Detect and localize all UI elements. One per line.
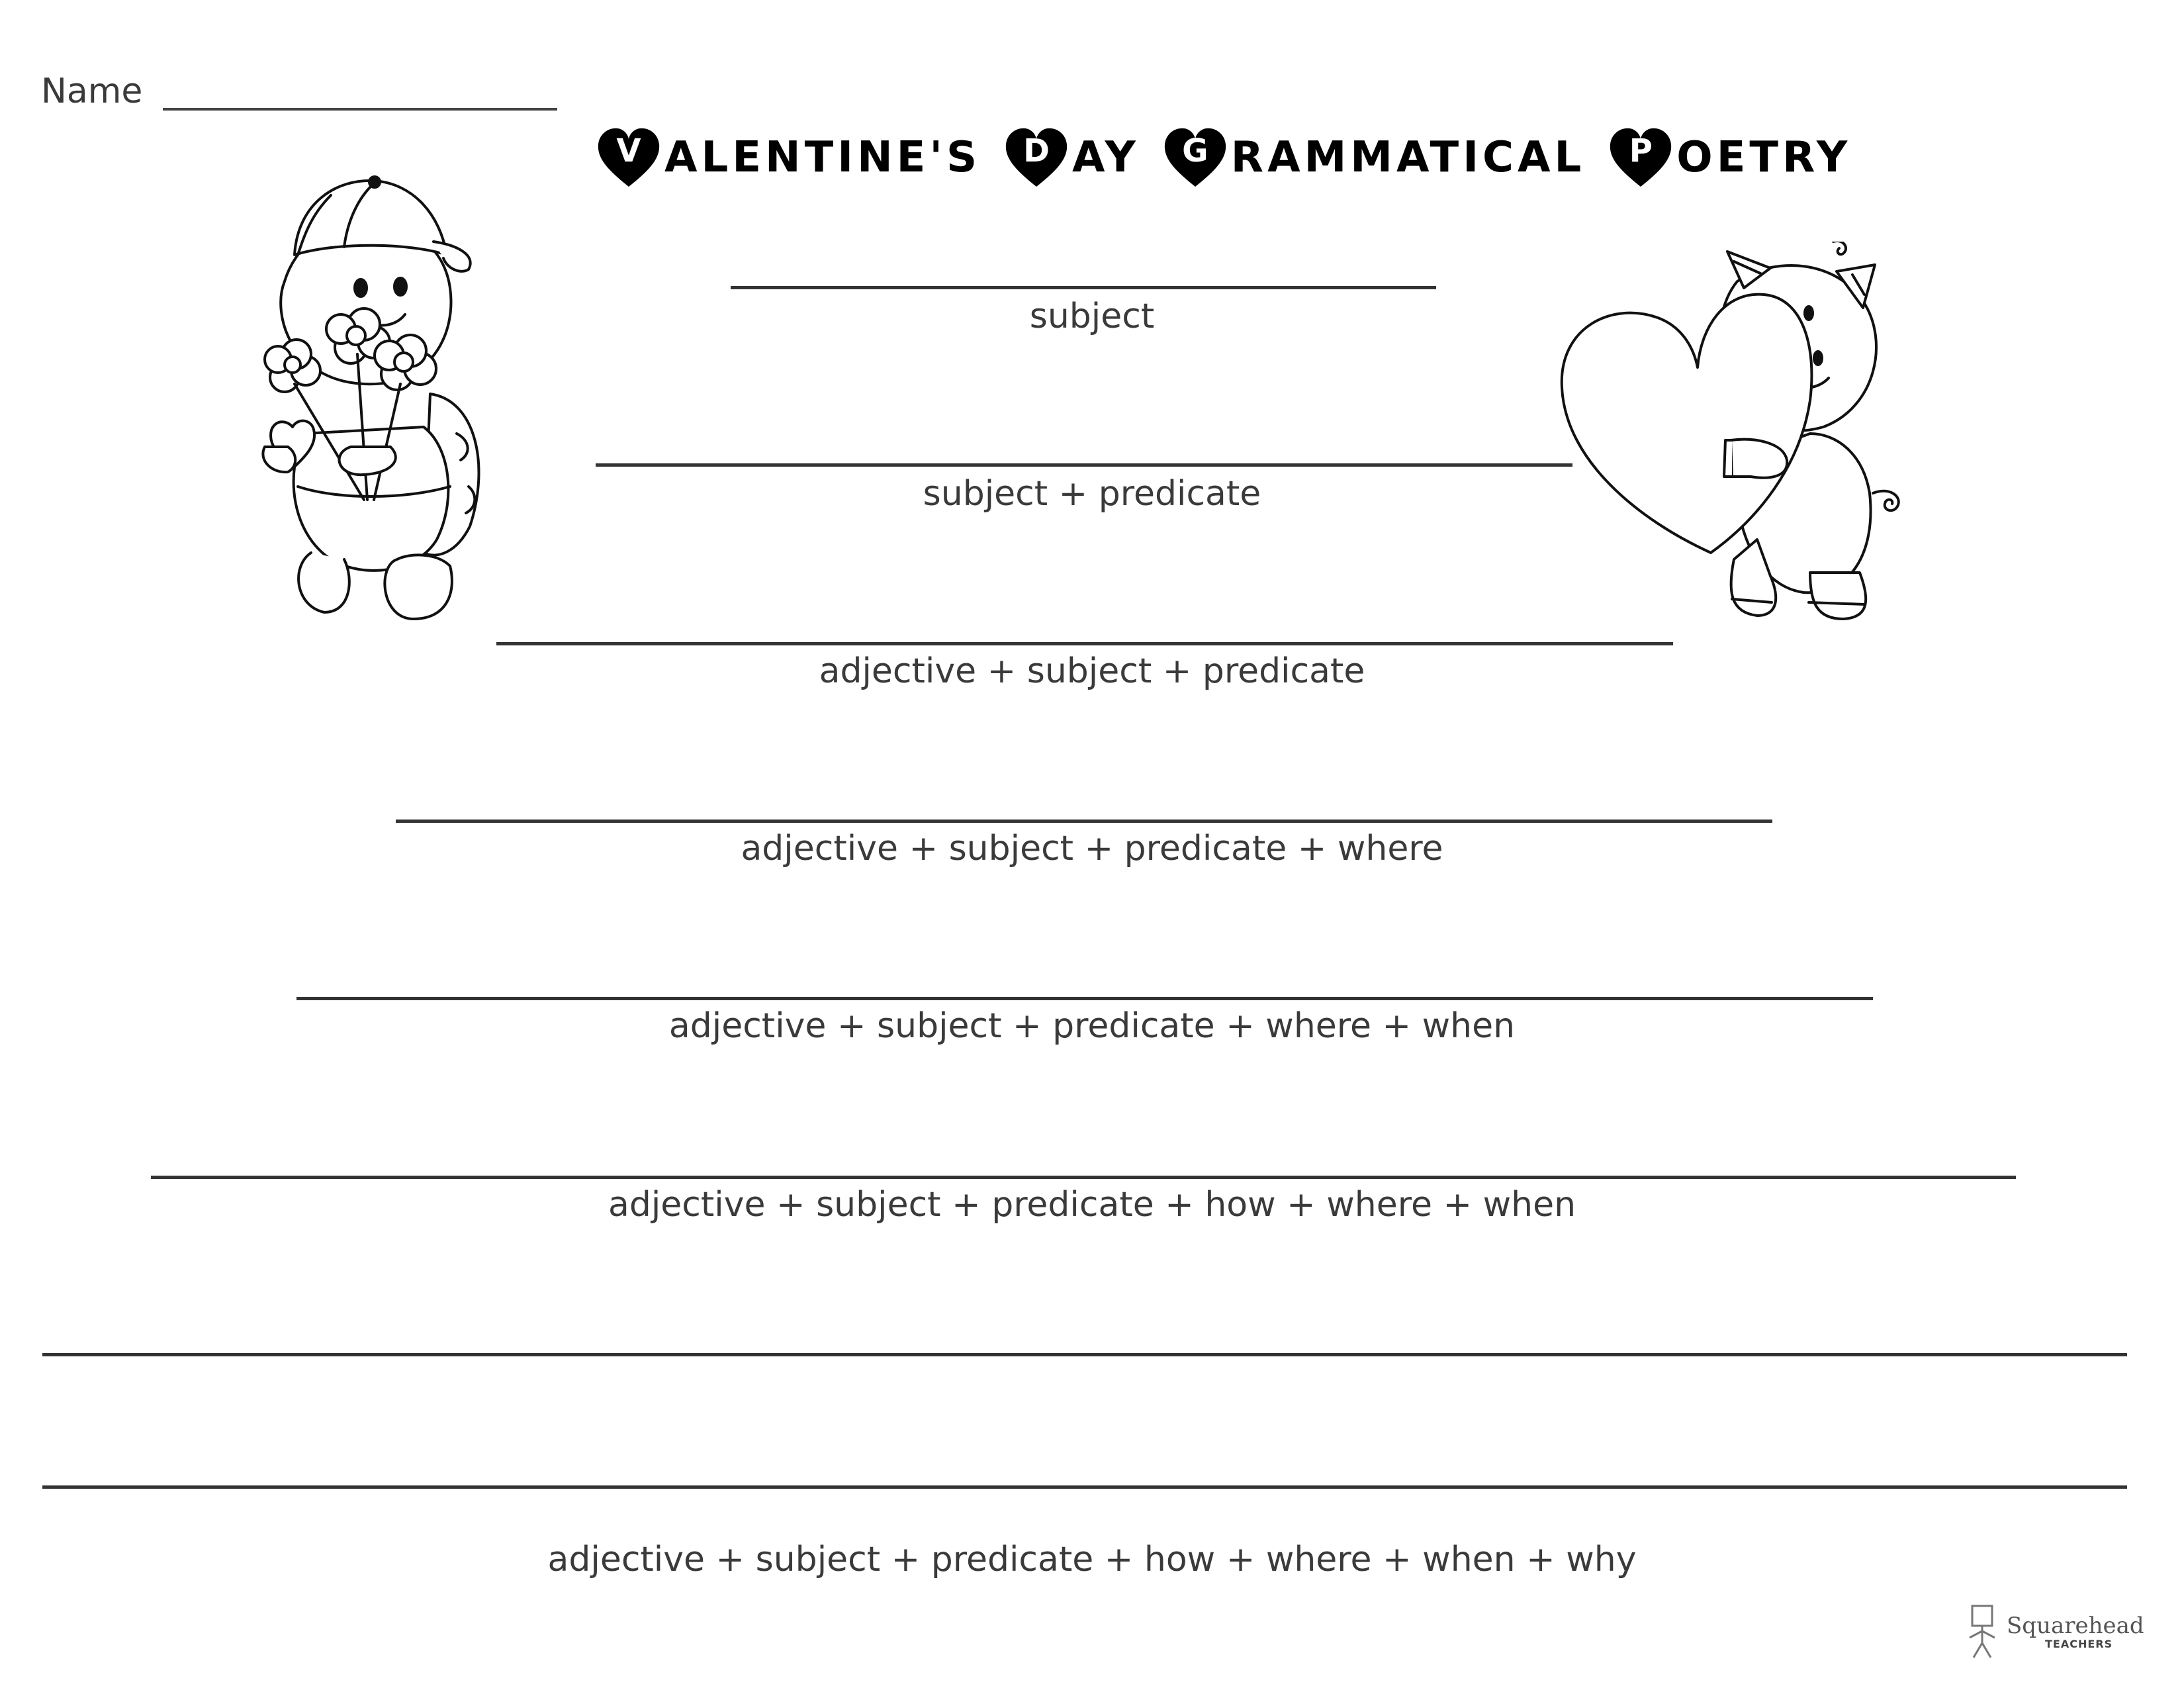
heart-icon (1003, 126, 1069, 189)
answer-line-2[interactable] (596, 463, 1572, 467)
title-rest: AY (1072, 133, 1140, 182)
answer-line-7a[interactable] (42, 1353, 2127, 1356)
logo-text: Squarehead (2007, 1613, 2144, 1639)
logo-subtext: TEACHERS (2045, 1638, 2113, 1650)
title-word-day (1003, 126, 1140, 189)
title-word-poetry (1608, 126, 1851, 189)
squarehead-figure-icon (1963, 1602, 2003, 1660)
title-word-grammatical (1162, 126, 1586, 189)
line-label-6: adjective + subject + predicate + how + where + when (608, 1185, 1576, 1225)
answer-line-1[interactable] (731, 286, 1436, 289)
line-label-4: adjective + subject + predicate + where (741, 829, 1443, 868)
name-field-line[interactable] (163, 108, 557, 111)
line-label-5: adjective + subject + predicate + where + when (668, 1006, 1516, 1046)
answer-line-3[interactable] (496, 642, 1673, 645)
answer-line-7b[interactable] (42, 1485, 2127, 1489)
title-word-valentines (596, 126, 981, 189)
answer-line-6[interactable] (151, 1176, 2016, 1179)
title-initial: G (1182, 132, 1208, 169)
answer-line-4[interactable] (396, 820, 1772, 823)
line-label-2: subject + predicate (923, 474, 1261, 514)
title-initial: P (1629, 132, 1653, 169)
publisher-logo (1959, 1602, 2158, 1662)
turtle-with-flowers-icon (258, 156, 510, 626)
line-label-3: adjective + subject + predicate (819, 651, 1365, 691)
line-label-1: subject (1029, 297, 1155, 336)
worksheet-title (596, 118, 1874, 197)
title-rest: ALENTINE'S (664, 133, 981, 182)
title-rest: RAMMATICAL (1230, 133, 1586, 182)
title-initial: D (1023, 132, 1050, 169)
line-label-7: adjective + subject + predicate + how + where + when + why (547, 1540, 1637, 1579)
heart-icon (1608, 126, 1674, 189)
heart-icon (596, 126, 662, 189)
name-label: Name (41, 71, 143, 111)
heart-icon (1162, 126, 1228, 189)
answer-line-5[interactable] (296, 997, 1873, 1000)
title-initial: V (616, 132, 641, 169)
title-rest: OETRY (1676, 133, 1852, 182)
